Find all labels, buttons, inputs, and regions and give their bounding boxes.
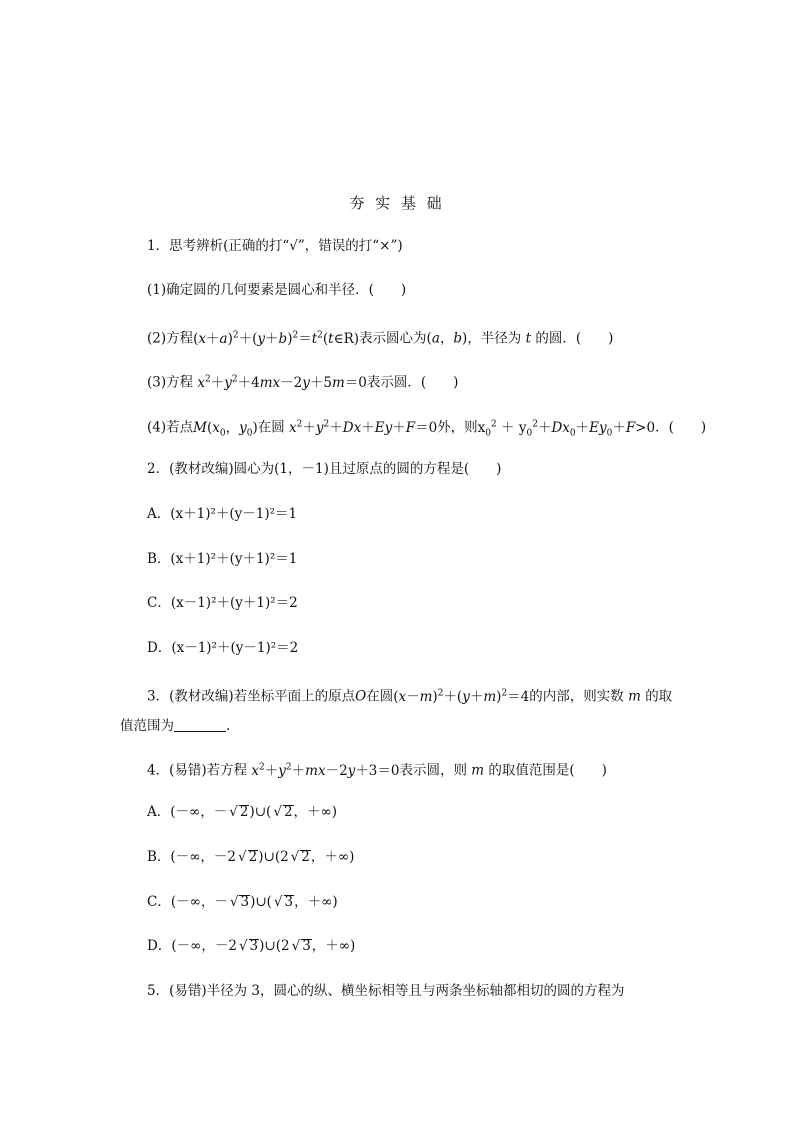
q2-option-d: D．(x－1)²＋(y－1)²＝2 xyxy=(147,640,299,656)
q1-part4 xyxy=(147,415,706,442)
q3-text-d: 的取 xyxy=(645,688,673,705)
q1-part3-formula: $x^2+y^2+4mx-2y+5m=0$ xyxy=(197,374,367,391)
q1-part3 xyxy=(147,370,458,392)
q1-part2-text-b: 表示圆心为 xyxy=(359,330,427,347)
q3-line2-text: 值范围为 xyxy=(120,718,174,734)
q1-part3-text-b: 表示圆．( ) xyxy=(366,374,459,391)
q3-line2: 值范围为 . xyxy=(120,718,231,734)
q5-stem: 5．(易错)半径为 3，圆心的纵、横坐标相等且与两条坐标轴都相切的圆的方程为 xyxy=(147,983,625,999)
q4-formula: $x^2+y^2+mx-2y+3=0$ xyxy=(251,762,400,779)
q3-formula: $(x-m)^2+(y+m)^2=4$ xyxy=(393,688,530,705)
q1-part4-text-b: 在圆 xyxy=(257,419,285,436)
q3-text-a: 3．(教材改编)若坐标平面上的原点 xyxy=(147,688,356,705)
q4-stem: 4．(易错)若方程 $x^2+y^2+mx-2y+3=0$表示圆，则 m 的取值范围是( ) xyxy=(147,762,607,779)
q1-part4-text-d: ．( ) xyxy=(655,419,707,436)
section-title: 夯 实 基 础 xyxy=(349,194,445,212)
q3-text-b: 在圆 xyxy=(366,688,394,705)
q1-part4-point: $M(x_0$，$y_0$) xyxy=(193,419,258,439)
q1-part4-circle: $x^2+y^2+Dx+Ey+F=0$ xyxy=(289,419,438,436)
q2-option-a: A．(x＋1)²＋(y－1)²＝1 xyxy=(147,506,298,522)
q3-text-c: 的内部，则实数 xyxy=(529,688,624,705)
q1-part4-text-c: 外，则 xyxy=(437,419,478,436)
q1-part2-center: (a，b) xyxy=(426,330,468,347)
q4-text-c: 的取值范围是( ) xyxy=(488,762,607,779)
q1-part2-text-c: ，半径为 xyxy=(467,330,522,347)
q1-part4-text-a: (4)若点 xyxy=(147,419,194,436)
q2-option-b: B．(x＋1)²＋(y＋1)²＝1 xyxy=(147,551,298,567)
q4-option-b: B．(－∞，－2 √ 2)∪(2 √ 2，＋∞) xyxy=(147,849,355,865)
q2-stem: 2．(教材改编)圆心为(1，－1)且过原点的圆的方程是( ) xyxy=(147,461,502,477)
q4-option-d: D．(－∞，－2 √ 3)∪(2 √ 3，＋∞) xyxy=(147,938,356,954)
q4-option-d-label: D． xyxy=(147,938,172,954)
q1-part1: (1)确定圆的几何要素是圆心和半径．( ) xyxy=(147,282,407,298)
q4-option-c: C．(－∞，－ √ 3)∪( √ 3，＋∞) xyxy=(147,894,338,910)
q4-text-a: 4．(易错)若方程 xyxy=(147,762,248,779)
q1-part2: (2)方程$(x+a)^2+(y+b)^2=t^2(t\in R)$表示圆心为(a，b)，半径为 t 的圆．( ) xyxy=(147,330,614,347)
q2-option-c: C．(x－1)²＋(y＋1)²＝2 xyxy=(147,595,298,611)
q1-part2-formula: $(x+a)^2+(y+b)^2=t^2(t\in R)$ xyxy=(193,330,360,347)
q4-text-b: 表示圆，则 xyxy=(399,762,467,779)
answer-blank xyxy=(174,718,226,732)
q4-option-a: A．(－∞，－ √ 2)∪( √ 2，＋∞) xyxy=(147,804,338,820)
q1-part2-text-a: (2)方程 xyxy=(147,330,194,347)
q1-part4-inequality: $x_0^2 + y_0^2+Dx_0+Ey_0+F>0$ xyxy=(477,419,656,439)
q1-stem: 1．思考辨析(正确的打“√”，错误的打“×”) xyxy=(147,238,403,254)
q4-option-c-label: C． xyxy=(147,894,171,910)
q3-line1: 3．(教材改编)若坐标平面上的原点O在圆$(x-m)^2+(y+m)^2=4$的内部，则实数 m 的取 xyxy=(147,688,673,705)
q4-option-a-label: A． xyxy=(147,804,171,820)
q1-part3-text-a: (3)方程 xyxy=(147,374,194,391)
q1-part2-text-d: 的圆．( ) xyxy=(535,330,614,347)
q4-option-b-label: B． xyxy=(147,849,171,865)
